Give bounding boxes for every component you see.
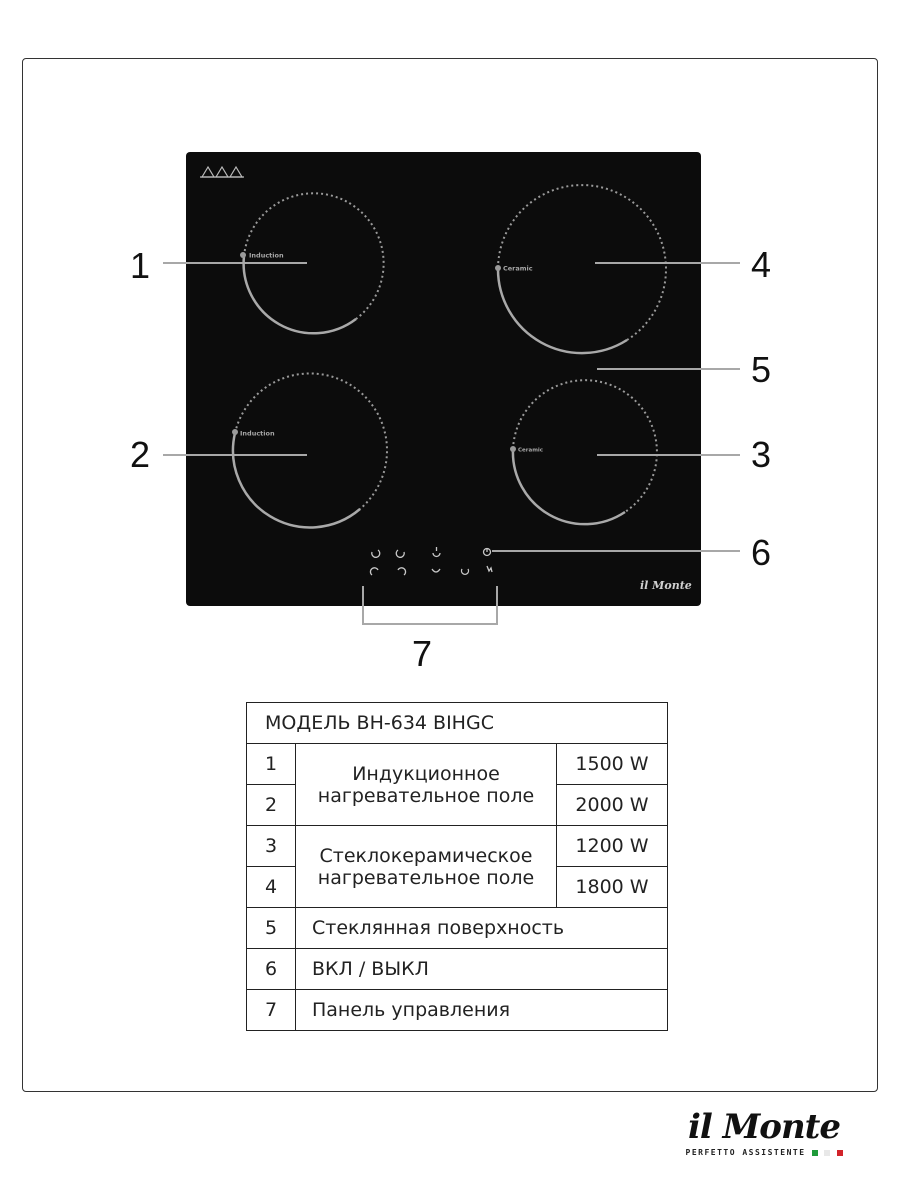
- row-desc: Стеклянная поверхность: [296, 908, 668, 949]
- callout-3: 3: [751, 434, 772, 475]
- callout-5: 5: [751, 349, 772, 390]
- row-number: 3: [247, 826, 296, 867]
- burner-label-2: Induction: [240, 429, 275, 438]
- callout-7: 7: [412, 633, 433, 674]
- row-number: 6: [247, 949, 296, 990]
- flag-green-icon: [812, 1150, 818, 1156]
- row-desc: ВКЛ / ВЫКЛ: [296, 949, 668, 990]
- lock-icon: [432, 569, 440, 572]
- warning-triangles-icon: [200, 167, 244, 177]
- row-power: 1500 W: [557, 744, 668, 785]
- row-number: 4: [247, 867, 296, 908]
- table-row: [247, 744, 668, 785]
- burner-label-1: Induction: [249, 251, 284, 260]
- leader-lines: [163, 263, 740, 624]
- burner-2-induction: [232, 373, 387, 527]
- brand-name: il Monte: [687, 1107, 841, 1147]
- burner-label-4: Ceramic: [503, 264, 533, 273]
- flag-red-icon: [837, 1150, 843, 1156]
- hob-logo: il Monte: [640, 579, 692, 592]
- row-power: 1200 W: [557, 826, 668, 867]
- spec-table: [246, 702, 668, 1031]
- table-row: [247, 908, 668, 949]
- table-row: [247, 826, 668, 867]
- callout-1: 1: [130, 245, 151, 286]
- row-power: 1800 W: [557, 867, 668, 908]
- brand-tagline: PERFETTO ASSISTENTE: [685, 1148, 806, 1157]
- table-row: [247, 949, 668, 990]
- induction-field-desc: Индукционное нагревательное поле: [296, 744, 557, 826]
- ceramic-field-desc: Стеклокерамическое нагревательное поле: [296, 826, 557, 908]
- zone-select-icon: [396, 550, 404, 557]
- row-number: 5: [247, 908, 296, 949]
- brand-logo: [684, 1107, 844, 1157]
- burner-label-3: Ceramic: [518, 447, 544, 454]
- row-number: 7: [247, 990, 296, 1031]
- row-number: 1: [247, 744, 296, 785]
- minus-icon: [370, 568, 378, 575]
- flag-white-icon: [824, 1150, 830, 1156]
- spec-table-header: МОДЕЛЬ ВН-634 BIHGC: [247, 703, 668, 744]
- row-number: 2: [247, 785, 296, 826]
- callout-4: 4: [751, 244, 772, 285]
- callout-6: 6: [751, 532, 772, 573]
- plus-icon: [398, 568, 406, 575]
- callout-2: 2: [130, 434, 151, 475]
- boost-icon: [462, 569, 469, 574]
- control-panel-icons: [370, 547, 492, 575]
- zone-select-icon: [372, 550, 380, 557]
- timer-icon: [433, 553, 440, 557]
- brand-tagline-block: [684, 1148, 844, 1157]
- row-power: 2000 W: [557, 785, 668, 826]
- keep-warm-icon: [487, 566, 492, 572]
- row-desc: Панель управления: [296, 990, 668, 1031]
- table-row: [247, 990, 668, 1031]
